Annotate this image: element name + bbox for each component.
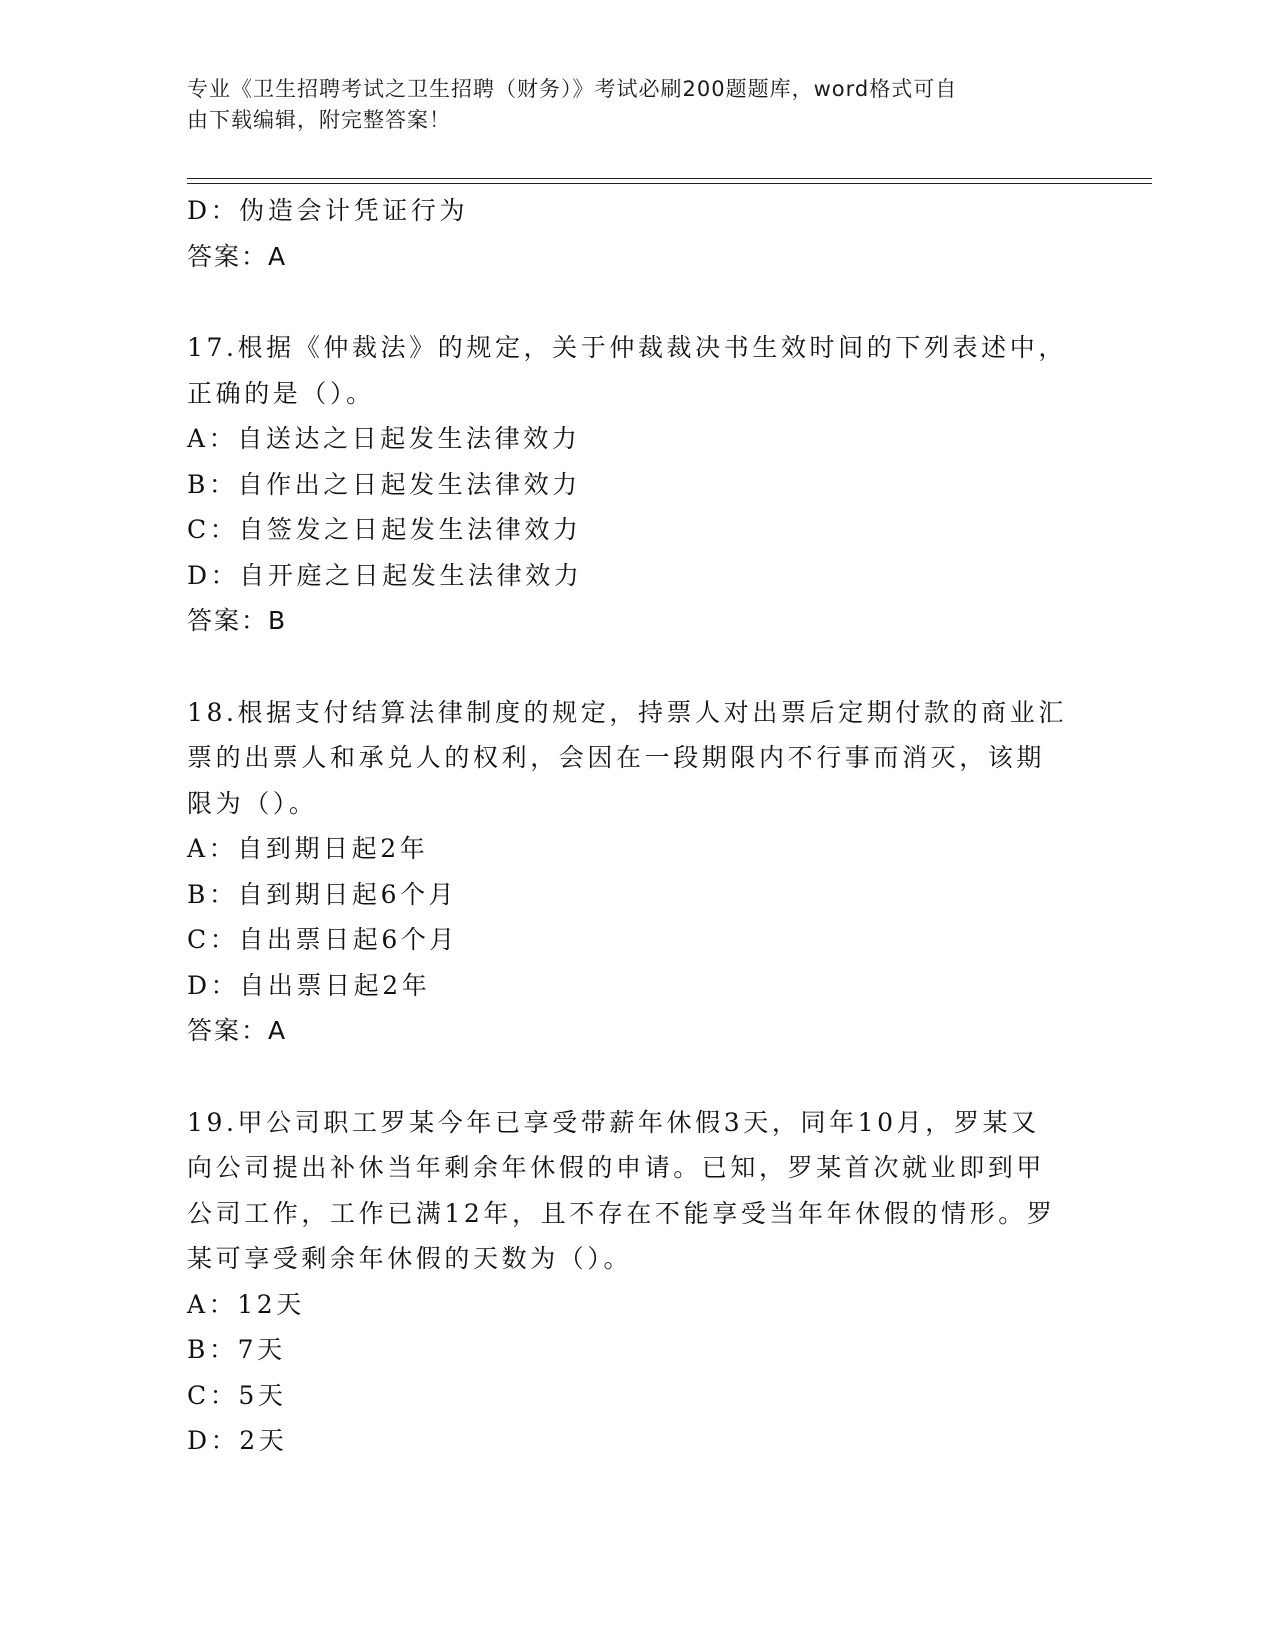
option-d: D：自出票日起2年 xyxy=(187,970,431,1000)
header-line-2: 由下载编辑，附完整答案！ xyxy=(187,108,451,132)
option-d: D：伪造会计凭证行为 xyxy=(187,196,469,225)
question-text-line: 19.甲公司职工罗某今年已享受带薪年休假3天，同年10月，罗某又 xyxy=(187,1107,1040,1137)
option-d: D：2天 xyxy=(187,1426,288,1455)
question-text-line: 某可享受剩余年休假的天数为（）。 xyxy=(187,1244,633,1273)
option-b: B：自作出之日起发生法律效力 xyxy=(187,469,581,499)
option-a: A：12天 xyxy=(187,1289,305,1319)
question-text-line: 公司工作，工作已满12年，且不存在不能享受当年年休假的情形。罗 xyxy=(187,1198,1056,1228)
question-text-line: 18.根据支付结算法律制度的规定，持票人对出票后定期付款的商业汇 xyxy=(187,697,1067,727)
question-text-line: 向公司提出补休当年剩余年休假的申请。已知，罗某首次就业即到甲 xyxy=(187,1153,1046,1182)
option-c: C：自签发之日起发生法律效力 xyxy=(187,515,582,544)
question-19 xyxy=(187,1100,1087,1464)
question-text-line: 票的出票人和承兑人的权利，会因在一段期限内不行事而消灭，该期 xyxy=(187,743,1046,772)
question-text-line: 限为（）。 xyxy=(187,788,318,818)
question-18 xyxy=(187,690,1087,1054)
option-b: B：自到期日起6个月 xyxy=(187,879,458,909)
document-header xyxy=(187,74,1087,136)
previous-question-tail xyxy=(187,188,1087,279)
header-rule-bottom xyxy=(187,183,1152,184)
answer-line: 答案：A xyxy=(187,1016,288,1045)
document-body xyxy=(187,188,1087,1464)
question-17 xyxy=(187,325,1087,644)
option-b: B：7天 xyxy=(187,1335,286,1364)
question-text-line: 17.根据《仲裁法》的规定，关于仲裁裁决书生效时间的下列表述中， xyxy=(187,333,1067,362)
header-line-1: 专业《卫生招聘考试之卫生招聘（财务）》考试必刷200题题库，word格式可自 xyxy=(187,77,958,101)
header-rule-top xyxy=(187,178,1152,179)
option-a: A：自送达之日起发生法律效力 xyxy=(187,424,581,453)
option-c: C：自出票日起6个月 xyxy=(187,925,459,954)
answer-line: 答案：B xyxy=(187,606,288,635)
question-text-line: 正确的是（）。 xyxy=(187,378,375,408)
option-a: A：自到期日起2年 xyxy=(187,834,429,863)
answer-line: 答案：A xyxy=(187,241,288,271)
option-d: D：自开庭之日起发生法律效力 xyxy=(187,560,583,590)
option-c: C：5天 xyxy=(187,1380,287,1410)
